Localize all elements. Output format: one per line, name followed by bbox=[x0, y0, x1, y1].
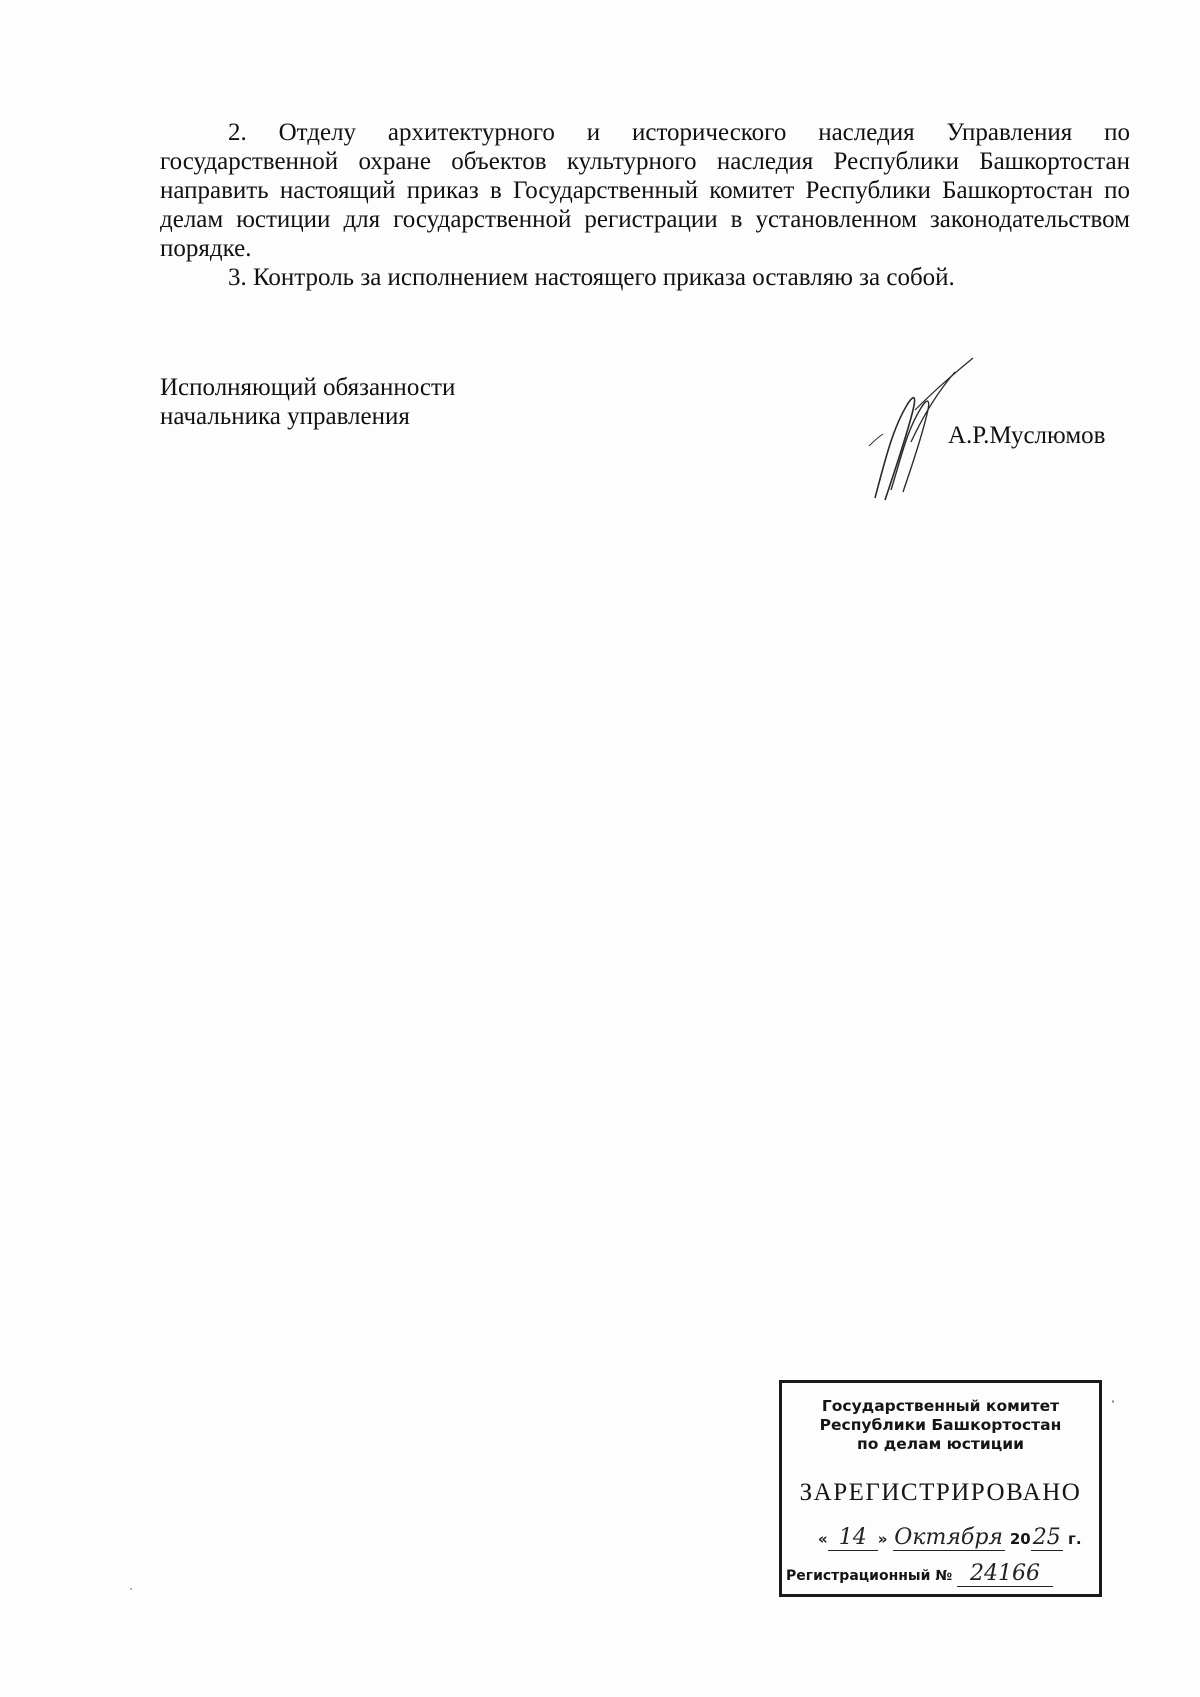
document-body bbox=[160, 118, 1130, 292]
date-open-quote: « bbox=[818, 1530, 828, 1548]
paragraph-3: 3. Контроль за исполнением настоящего приказа оставляю за собой. bbox=[228, 264, 955, 291]
stamp-status: ЗАРЕГИСТРИРОВАНО bbox=[799, 1479, 1082, 1506]
stamp-org-line3: по делам юстиции bbox=[857, 1435, 1024, 1453]
stamp-registration-number bbox=[786, 1561, 1053, 1587]
regnum-value: 24166 bbox=[957, 1561, 1053, 1587]
date-year-prefix: 20 bbox=[1009, 1530, 1031, 1548]
registration-stamp bbox=[779, 1380, 1102, 1597]
scan-speck bbox=[1112, 1400, 1114, 1403]
scan-speck bbox=[130, 1588, 132, 1590]
signer-position-line2: начальника управления bbox=[160, 403, 410, 430]
stamp-org-line1: Государственный комитет bbox=[821, 1397, 1060, 1415]
date-month: Октября bbox=[894, 1525, 1003, 1550]
date-year-mark: г. bbox=[1067, 1530, 1082, 1548]
signer-name: А.Р.Муслюмов bbox=[948, 422, 1106, 449]
signer-position bbox=[160, 373, 455, 431]
stamp-org-line2: Республики Башкортостан bbox=[819, 1416, 1062, 1434]
date-year-suffix: 25 bbox=[1032, 1525, 1061, 1550]
signer-position-line1: Исполняющий обязанности bbox=[160, 374, 456, 401]
regnum-label: Регистрационный № bbox=[786, 1568, 953, 1584]
date-close-quote: » bbox=[877, 1530, 888, 1548]
paragraph-2: 2. Отделу архитектурного и исторического наследия Управления по государственной охране объектов культурного наследия Республики Башкортостан направить настоящий приказ в Государственный комитет Республики Башкортостан по делам юстиции для государственной регистрации в установленном законодательством порядке. bbox=[160, 119, 1130, 262]
date-day: 14 bbox=[828, 1525, 878, 1551]
stamp-date bbox=[818, 1525, 1082, 1551]
stamp-organization bbox=[782, 1397, 1099, 1454]
